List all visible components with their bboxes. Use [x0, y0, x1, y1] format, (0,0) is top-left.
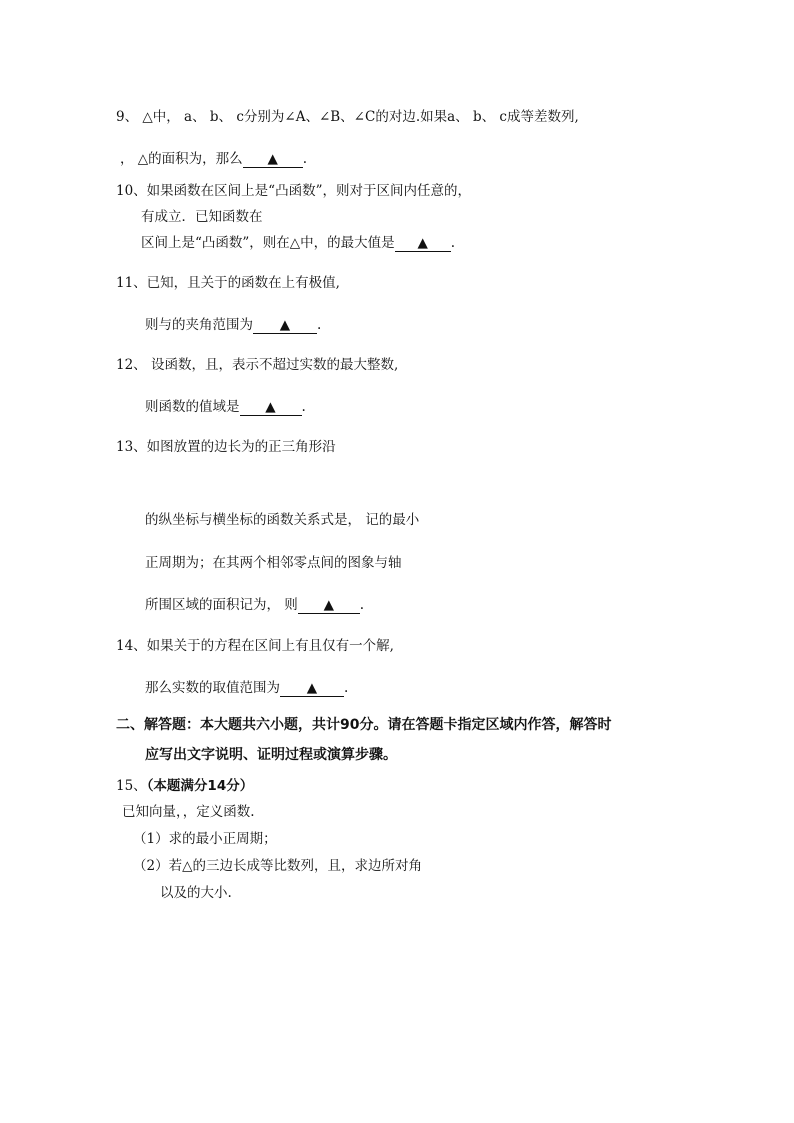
q15-score: （本题满分14分） [146, 778, 254, 794]
q10-answer-blank: ▲ [395, 235, 451, 252]
q10-line3 [141, 234, 455, 252]
q10-line3-text: 区间上是“凸函数”，则在△中，的最大值是 [141, 235, 395, 251]
q10-line3-end: . [450, 235, 455, 251]
q15-header [116, 777, 253, 795]
q11-line1: 11、已知，且关于的函数在上有极值, [116, 275, 340, 291]
q10-line1: 10、如果函数在区间上是“凸函数”，则对于区间内任意的， [116, 183, 471, 199]
q12-line2-text: 则函数的值域是 [145, 399, 240, 415]
section2-heading: 二、解答题：本大题共六小题，共计90分。请在答题卡指定区域内作答，解答时 [116, 717, 612, 733]
q15-part2-continued: 以及的大小. [160, 885, 232, 901]
q11-line2 [145, 316, 321, 334]
q10-line2: 有成立．已知函数在 [141, 209, 263, 225]
q13-line4-end: . [359, 597, 365, 613]
q11-line2-end: . [317, 317, 322, 333]
q15-number: 15、 [116, 778, 147, 794]
q13-line1: 13、如图放置的边长为的正三角形沿 [116, 439, 336, 455]
q12-line1: 12、 设函数，且，表示不超过实数的最大整数, [116, 357, 399, 373]
q9-answer-blank: ▲ [243, 151, 303, 168]
q14-line1: 14、如果关于的方程在区间上有且仅有一个解, [116, 638, 394, 654]
q13-line2: 的纵坐标与横坐标的函数关系式是， 记的最小 [145, 512, 420, 528]
q14-line2-text: 那么实数的取值范围为 [145, 680, 280, 696]
q9-line2-text: ， △的面积为，那么 [120, 151, 243, 167]
q14-line2-end: . [344, 680, 349, 696]
q15-line1: 已知向量，，定义函数. [122, 804, 255, 820]
q13-answer-blank: ▲ [298, 597, 360, 614]
q13-line4 [145, 596, 364, 614]
q13-line4-text: 所围区域的面积记为， 则 [145, 597, 298, 613]
q15-part1: （1）求的最小正周期； [133, 831, 277, 847]
section2-instructions: 应写出文字说明、证明过程或演算步骤。 [145, 747, 397, 763]
q9-line1: 9、 △中， a、 b、 c分别为∠A、∠B、∠C的对边.如果a、 b、 c成等差数列, [116, 109, 579, 125]
q14-answer-blank: ▲ [280, 680, 344, 697]
q9-line2-end: . [302, 151, 307, 167]
q11-answer-blank: ▲ [253, 317, 317, 334]
q14-line2 [145, 679, 348, 697]
q12-line2 [145, 398, 306, 416]
q12-line2-end: . [301, 399, 306, 415]
q13-line3: 正周期为；在其两个相邻零点间的图象与轴 [145, 555, 402, 571]
q11-line2-text: 则与的夹角范围为 [145, 317, 253, 333]
q9-line2 [120, 150, 307, 168]
q15-part2: （2）若△的三边长成等比数列，且，求边所对角 [133, 858, 422, 874]
q12-answer-blank: ▲ [240, 399, 302, 416]
